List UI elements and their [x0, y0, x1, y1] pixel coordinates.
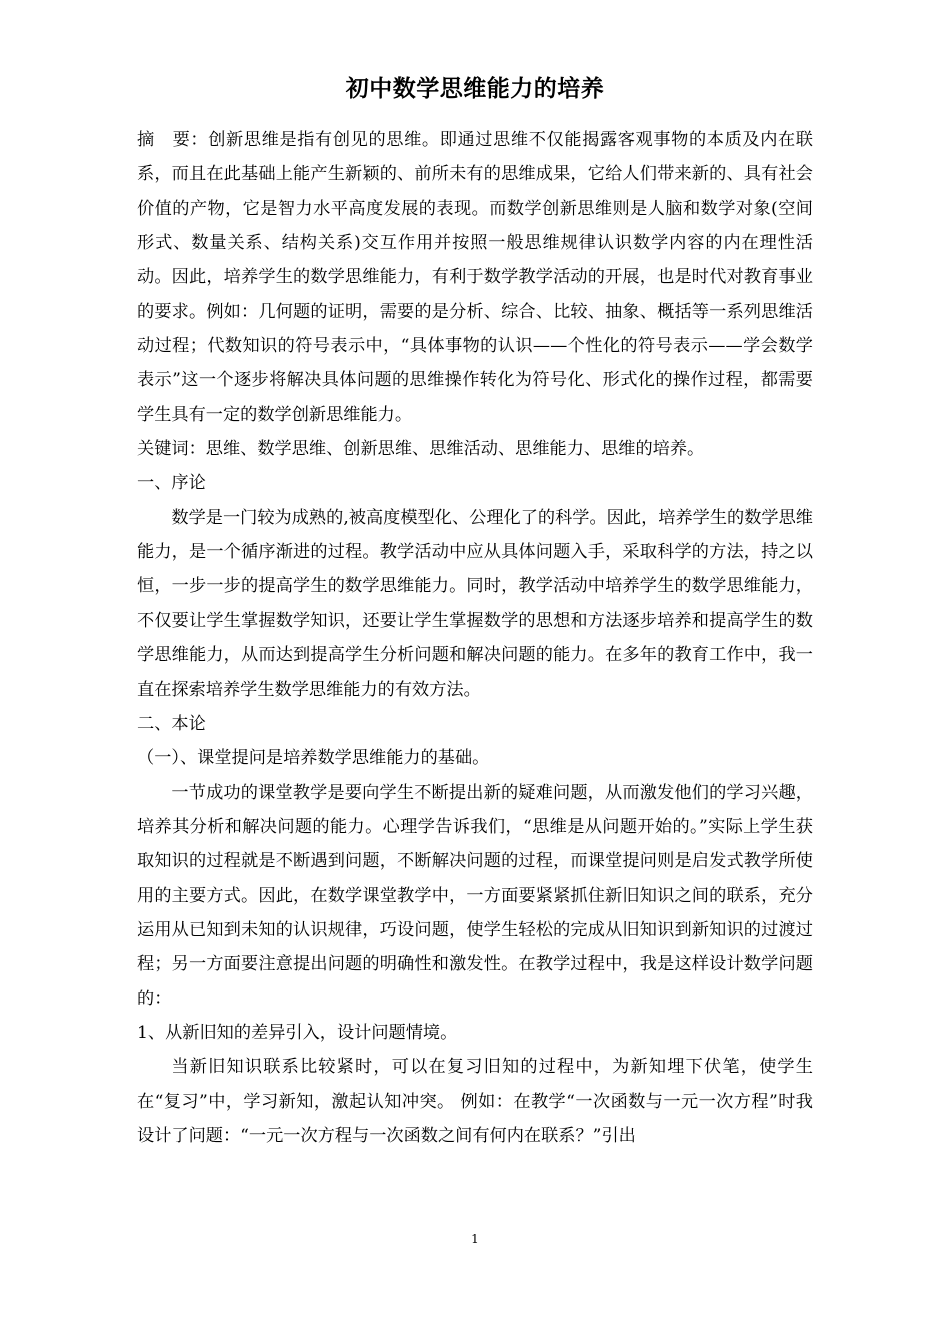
- abstract-paragraph: 摘 要：创新思维是指有创见的思维。即通过思维不仅能揭露客观事物的本质及内在联系，而且在此基础上能产生新颖的、前所未有的思维成果，它给人们带来新的、具有社会价值的产物，它是智力水平高度发展的表现。而数学创新思维则是人脑和数学对象(空间形式、数量关系、结构关系)交互作用并按照一般思维规律认识数学内容的内在理性活动。因此，培养学生的数学思维能力，有利于数学教学活动的开展，也是时代对教育事业的要求。例如：几何题的证明，需要的是分析、综合、比较、抽象、概括等一系列思维活动过程；代数知识的符号表示中，“具体事物的认识——个性化的符号表示——学会数学表示”这一个逐步将解决具体问题的思维操作转化为符号化、形式化的操作过程，都需要学生具有一定的数学创新思维能力。: [137, 130, 813, 425]
- document-title: 初中数学思维能力的培养: [345, 75, 605, 102]
- section-heading-introduction: 一、序论: [137, 473, 206, 494]
- document-body: [137, 123, 813, 1153]
- point-heading-1: 1、从新旧知的差异引入，设计问题情境。: [137, 1022, 458, 1043]
- keywords-line: 关键词：思维、数学思维、创新思维、思维活动、思维能力、思维的培养。: [137, 439, 705, 460]
- section-heading-main: 二、本论: [137, 713, 206, 734]
- subsection-heading-questioning: （一）、课堂提问是培养数学思维能力的基础。: [137, 748, 490, 769]
- questioning-paragraph: 一节成功的课堂教学是要向学生不断提出新的疑难问题，从而激发他们的学习兴趣，培养其分析和解决问题的能力。心理学告诉我们，“思维是从问题开始的。”实际上学生获取知识的过程就是不断遇到问题，不断解决问题的过程，而课堂提问则是启发式教学所使用的主要方式。因此，在数学课堂教学中，一方面要紧紧抓住新旧知识之间的联系，充分运用从已知到未知的认识规律，巧设问题，使学生轻松的完成从旧知识到新知识的过渡过程；另一方面要注意提出问题的明确性和激发性。在教学过程中，我是这样设计数学问题的：: [137, 782, 813, 1009]
- introduction-paragraph: 数学是一门较为成熟的,被高度模型化、公理化了的科学。因此，培养学生的数学思维能力，是一个循序渐进的过程。教学活动中应从具体问题入手，采取科学的方法，持之以恒，一步一步的提高学生的数学思维能力。同时，教学活动中培养学生的数学思维能力，不仅要让学生掌握数学知识，还要让学生掌握数学的思想和方法逐步培养和提高学生的数学思维能力，从而达到提高学生分析问题和解决问题的能力。在多年的教育工作中，我一直在探索培养学生数学思维能力的有效方法。: [137, 507, 813, 700]
- point-1-paragraph: 当新旧知识联系比较紧时，可以在复习旧知的过程中，为新知埋下伏笔，使学生在“复习”中，学习新知，激起认知冲突。 例如：在教学“一次函数与一元一次方程”时我设计了问题：“一元一次方程与一次函数之间有何内在联系？”引出: [137, 1057, 813, 1146]
- page-number: 1: [471, 1232, 479, 1246]
